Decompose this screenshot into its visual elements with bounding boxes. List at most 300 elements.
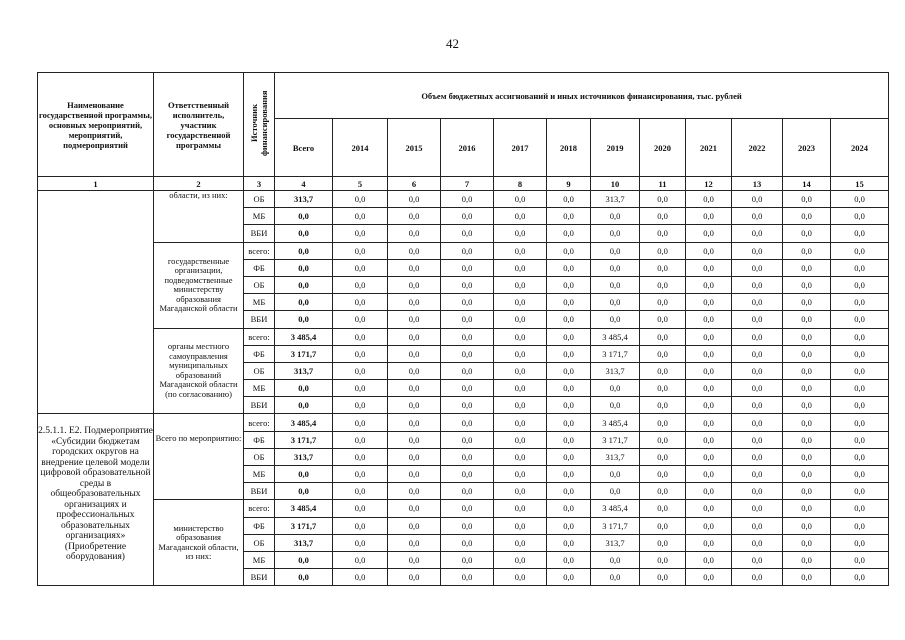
year-value: 0,0 bbox=[388, 311, 441, 328]
year-value: 0,0 bbox=[831, 397, 889, 414]
year-value: 0,0 bbox=[388, 500, 441, 517]
year-value: 0,0 bbox=[494, 397, 547, 414]
total-value: 3 171,7 bbox=[275, 345, 333, 362]
year-value: 0,0 bbox=[388, 380, 441, 397]
year-value: 3 171,7 bbox=[591, 517, 640, 534]
year-value: 0,0 bbox=[640, 208, 686, 225]
header-total: Всего bbox=[275, 119, 333, 177]
year-value: 0,0 bbox=[831, 294, 889, 311]
year-value: 0,0 bbox=[441, 225, 494, 242]
year-value: 0,0 bbox=[732, 466, 783, 483]
year-value: 0,0 bbox=[686, 414, 732, 431]
year-value: 0,0 bbox=[831, 414, 889, 431]
year-value: 0,0 bbox=[686, 362, 732, 379]
year-value: 0,0 bbox=[591, 311, 640, 328]
total-value: 0,0 bbox=[275, 466, 333, 483]
column-number: 12 bbox=[686, 177, 732, 191]
year-value: 0,0 bbox=[831, 500, 889, 517]
activity-name bbox=[38, 191, 154, 414]
year-value: 0,0 bbox=[686, 225, 732, 242]
year-value: 0,0 bbox=[547, 276, 591, 293]
year-value: 0,0 bbox=[591, 208, 640, 225]
year-value: 0,0 bbox=[732, 311, 783, 328]
year-value: 0,0 bbox=[547, 534, 591, 551]
year-value: 0,0 bbox=[388, 431, 441, 448]
funding-source: МБ bbox=[244, 380, 275, 397]
year-value: 0,0 bbox=[333, 569, 388, 586]
funding-source: ОБ bbox=[244, 276, 275, 293]
total-value: 0,0 bbox=[275, 259, 333, 276]
year-value: 0,0 bbox=[831, 242, 889, 259]
year-value: 0,0 bbox=[333, 208, 388, 225]
year-value: 0,0 bbox=[686, 551, 732, 568]
year-value: 0,0 bbox=[686, 517, 732, 534]
year-value: 0,0 bbox=[547, 483, 591, 500]
year-value: 0,0 bbox=[333, 431, 388, 448]
year-value: 0,0 bbox=[494, 534, 547, 551]
year-value: 0,0 bbox=[783, 328, 831, 345]
year-value: 0,0 bbox=[640, 225, 686, 242]
year-value: 0,0 bbox=[547, 466, 591, 483]
column-number: 4 bbox=[275, 177, 333, 191]
year-value: 0,0 bbox=[494, 431, 547, 448]
year-value: 0,0 bbox=[831, 517, 889, 534]
year-value: 0,0 bbox=[441, 534, 494, 551]
year-value: 0,0 bbox=[441, 414, 494, 431]
year-value: 0,0 bbox=[831, 534, 889, 551]
year-value: 0,0 bbox=[333, 259, 388, 276]
year-value: 0,0 bbox=[640, 500, 686, 517]
year-value: 0,0 bbox=[686, 242, 732, 259]
year-value: 0,0 bbox=[333, 328, 388, 345]
year-value: 0,0 bbox=[547, 242, 591, 259]
year-value: 0,0 bbox=[333, 242, 388, 259]
year-value: 0,0 bbox=[333, 483, 388, 500]
year-value: 0,0 bbox=[494, 517, 547, 534]
year-value: 0,0 bbox=[783, 534, 831, 551]
year-value: 0,0 bbox=[388, 534, 441, 551]
year-value: 0,0 bbox=[783, 242, 831, 259]
year-value: 0,0 bbox=[547, 225, 591, 242]
year-value: 0,0 bbox=[333, 397, 388, 414]
year-value: 0,0 bbox=[640, 569, 686, 586]
column-number: 8 bbox=[494, 177, 547, 191]
year-value: 0,0 bbox=[441, 483, 494, 500]
executor-name: министерство образования Магаданской области, из них: bbox=[154, 500, 244, 586]
funding-source: ФБ bbox=[244, 345, 275, 362]
table-row bbox=[38, 500, 889, 517]
year-value: 0,0 bbox=[441, 311, 494, 328]
total-value: 0,0 bbox=[275, 483, 333, 500]
year-value: 0,0 bbox=[783, 276, 831, 293]
year-value: 0,0 bbox=[783, 397, 831, 414]
year-value: 0,0 bbox=[494, 208, 547, 225]
year-value: 0,0 bbox=[333, 534, 388, 551]
year-value: 0,0 bbox=[686, 208, 732, 225]
year-value: 0,0 bbox=[686, 534, 732, 551]
header-year: 2023 bbox=[783, 119, 831, 177]
year-value: 0,0 bbox=[591, 225, 640, 242]
year-value: 0,0 bbox=[388, 414, 441, 431]
activity-name: 2.5.1.1. Е2. Подмероприятие «Субсидии бюджетам городских округов на внедрение целевой модели цифровой образовательной среды в общеобразовательных организациях и профессиональных образовательных организациях» (Приобретение оборудования) bbox=[38, 414, 154, 586]
column-number: 1 bbox=[38, 177, 154, 191]
header-year: 2019 bbox=[591, 119, 640, 177]
year-value: 0,0 bbox=[732, 345, 783, 362]
year-value: 0,0 bbox=[547, 294, 591, 311]
year-value: 0,0 bbox=[831, 311, 889, 328]
year-value: 313,7 bbox=[591, 191, 640, 208]
year-value: 0,0 bbox=[494, 345, 547, 362]
executor-name: области, из них: bbox=[154, 191, 244, 243]
year-value: 0,0 bbox=[494, 466, 547, 483]
year-value: 0,0 bbox=[732, 517, 783, 534]
table-row bbox=[38, 242, 889, 259]
total-value: 3 485,4 bbox=[275, 328, 333, 345]
year-value: 0,0 bbox=[640, 328, 686, 345]
year-value: 0,0 bbox=[547, 345, 591, 362]
year-value: 0,0 bbox=[441, 328, 494, 345]
column-number: 14 bbox=[783, 177, 831, 191]
year-value: 0,0 bbox=[640, 345, 686, 362]
year-value: 0,0 bbox=[686, 483, 732, 500]
column-number: 3 bbox=[244, 177, 275, 191]
year-value: 0,0 bbox=[783, 551, 831, 568]
year-value: 0,0 bbox=[783, 448, 831, 465]
executor-name: органы местного самоуправления муниципальных образований Магаданской области (по согласованию) bbox=[154, 328, 244, 414]
year-value: 0,0 bbox=[591, 466, 640, 483]
year-value: 0,0 bbox=[441, 517, 494, 534]
year-value: 0,0 bbox=[783, 345, 831, 362]
header-year: 2020 bbox=[640, 119, 686, 177]
year-value: 0,0 bbox=[494, 500, 547, 517]
year-value: 0,0 bbox=[547, 397, 591, 414]
year-value: 0,0 bbox=[732, 500, 783, 517]
column-number: 5 bbox=[333, 177, 388, 191]
year-value: 0,0 bbox=[831, 345, 889, 362]
total-value: 0,0 bbox=[275, 242, 333, 259]
year-value: 313,7 bbox=[591, 448, 640, 465]
funding-source: ВБИ bbox=[244, 311, 275, 328]
year-value: 0,0 bbox=[547, 551, 591, 568]
year-value: 0,0 bbox=[494, 328, 547, 345]
year-value: 0,0 bbox=[686, 294, 732, 311]
year-value: 0,0 bbox=[732, 276, 783, 293]
year-value: 0,0 bbox=[640, 431, 686, 448]
year-value: 0,0 bbox=[686, 259, 732, 276]
year-value: 0,0 bbox=[831, 551, 889, 568]
year-value: 3 171,7 bbox=[591, 345, 640, 362]
executor-name: Всего по мероприятию: bbox=[154, 414, 244, 500]
year-value: 0,0 bbox=[640, 397, 686, 414]
year-value: 313,7 bbox=[591, 534, 640, 551]
year-value: 0,0 bbox=[732, 551, 783, 568]
year-value: 0,0 bbox=[441, 380, 494, 397]
header-source-label: Источник финансирования bbox=[249, 90, 269, 157]
header-volume: Объем бюджетных ассигнований и иных источников финансирования, тыс. рублей bbox=[275, 73, 889, 119]
year-value: 0,0 bbox=[831, 466, 889, 483]
year-value: 0,0 bbox=[591, 242, 640, 259]
total-value: 0,0 bbox=[275, 208, 333, 225]
funding-source: МБ bbox=[244, 208, 275, 225]
year-value: 0,0 bbox=[591, 551, 640, 568]
funding-source: ФБ bbox=[244, 431, 275, 448]
year-value: 0,0 bbox=[441, 294, 494, 311]
year-value: 0,0 bbox=[441, 362, 494, 379]
year-value: 0,0 bbox=[388, 517, 441, 534]
year-value: 0,0 bbox=[494, 569, 547, 586]
year-value: 0,0 bbox=[441, 551, 494, 568]
year-value: 0,0 bbox=[494, 551, 547, 568]
year-value: 0,0 bbox=[783, 259, 831, 276]
year-value: 0,0 bbox=[591, 259, 640, 276]
year-value: 0,0 bbox=[831, 448, 889, 465]
year-value: 0,0 bbox=[333, 466, 388, 483]
year-value: 0,0 bbox=[547, 569, 591, 586]
year-value: 0,0 bbox=[333, 500, 388, 517]
year-value: 0,0 bbox=[388, 276, 441, 293]
funding-source: ОБ bbox=[244, 362, 275, 379]
total-value: 3 171,7 bbox=[275, 431, 333, 448]
year-value: 0,0 bbox=[494, 414, 547, 431]
year-value: 0,0 bbox=[494, 242, 547, 259]
year-value: 0,0 bbox=[640, 311, 686, 328]
year-value: 0,0 bbox=[783, 362, 831, 379]
year-value: 0,0 bbox=[547, 191, 591, 208]
year-value: 0,0 bbox=[547, 380, 591, 397]
year-value: 0,0 bbox=[783, 517, 831, 534]
year-value: 0,0 bbox=[388, 259, 441, 276]
year-value: 0,0 bbox=[441, 208, 494, 225]
year-value: 0,0 bbox=[547, 431, 591, 448]
year-value: 0,0 bbox=[686, 311, 732, 328]
year-value: 0,0 bbox=[783, 483, 831, 500]
table-row bbox=[38, 191, 889, 208]
total-value: 0,0 bbox=[275, 569, 333, 586]
year-value: 0,0 bbox=[388, 345, 441, 362]
year-value: 3 485,4 bbox=[591, 414, 640, 431]
year-value: 0,0 bbox=[333, 311, 388, 328]
year-value: 0,0 bbox=[640, 483, 686, 500]
header-year: 2022 bbox=[732, 119, 783, 177]
year-value: 0,0 bbox=[640, 534, 686, 551]
year-value: 0,0 bbox=[831, 569, 889, 586]
header-executor: Ответственный исполнитель, участник государственной программы bbox=[154, 73, 244, 177]
year-value: 0,0 bbox=[494, 259, 547, 276]
year-value: 0,0 bbox=[686, 448, 732, 465]
year-value: 0,0 bbox=[640, 242, 686, 259]
year-value: 0,0 bbox=[388, 208, 441, 225]
year-value: 0,0 bbox=[547, 517, 591, 534]
funding-source: ВБИ bbox=[244, 483, 275, 500]
year-value: 313,7 bbox=[591, 362, 640, 379]
funding-source: всего: bbox=[244, 242, 275, 259]
year-value: 0,0 bbox=[831, 191, 889, 208]
year-value: 0,0 bbox=[441, 397, 494, 414]
year-value: 0,0 bbox=[783, 569, 831, 586]
column-number: 6 bbox=[388, 177, 441, 191]
year-value: 0,0 bbox=[591, 483, 640, 500]
year-value: 0,0 bbox=[783, 208, 831, 225]
table-row bbox=[38, 414, 889, 431]
year-value: 0,0 bbox=[591, 380, 640, 397]
year-value: 0,0 bbox=[333, 414, 388, 431]
year-value: 0,0 bbox=[547, 208, 591, 225]
year-value: 3 171,7 bbox=[591, 431, 640, 448]
year-value: 0,0 bbox=[333, 448, 388, 465]
funding-source: ВБИ bbox=[244, 569, 275, 586]
header-year: 2016 bbox=[441, 119, 494, 177]
header-year: 2024 bbox=[831, 119, 889, 177]
year-value: 0,0 bbox=[640, 191, 686, 208]
year-value: 0,0 bbox=[388, 569, 441, 586]
table-row bbox=[38, 328, 889, 345]
header-year: 2018 bbox=[547, 119, 591, 177]
total-value: 3 485,4 bbox=[275, 414, 333, 431]
year-value: 0,0 bbox=[686, 431, 732, 448]
page-number: 42 bbox=[446, 36, 459, 51]
total-value: 0,0 bbox=[275, 294, 333, 311]
year-value: 0,0 bbox=[783, 414, 831, 431]
year-value: 0,0 bbox=[494, 483, 547, 500]
year-value: 0,0 bbox=[547, 448, 591, 465]
year-value: 0,0 bbox=[831, 225, 889, 242]
year-value: 3 485,4 bbox=[591, 500, 640, 517]
year-value: 0,0 bbox=[441, 259, 494, 276]
year-value: 0,0 bbox=[783, 191, 831, 208]
header-year: 2017 bbox=[494, 119, 547, 177]
year-value: 0,0 bbox=[547, 311, 591, 328]
funding-source: ОБ bbox=[244, 534, 275, 551]
year-value: 0,0 bbox=[732, 569, 783, 586]
year-value: 0,0 bbox=[388, 448, 441, 465]
year-value: 0,0 bbox=[640, 551, 686, 568]
year-value: 0,0 bbox=[831, 483, 889, 500]
year-value: 0,0 bbox=[494, 276, 547, 293]
year-value: 0,0 bbox=[640, 448, 686, 465]
year-value: 0,0 bbox=[591, 569, 640, 586]
year-value: 0,0 bbox=[494, 380, 547, 397]
column-number: 2 bbox=[154, 177, 244, 191]
year-value: 0,0 bbox=[441, 191, 494, 208]
year-value: 0,0 bbox=[333, 362, 388, 379]
year-value: 0,0 bbox=[732, 259, 783, 276]
year-value: 0,0 bbox=[494, 225, 547, 242]
year-value: 0,0 bbox=[441, 569, 494, 586]
year-value: 0,0 bbox=[333, 345, 388, 362]
funding-source: МБ bbox=[244, 551, 275, 568]
funding-source: ВБИ bbox=[244, 225, 275, 242]
year-value: 0,0 bbox=[388, 466, 441, 483]
header-year: 2021 bbox=[686, 119, 732, 177]
total-value: 0,0 bbox=[275, 551, 333, 568]
year-value: 0,0 bbox=[547, 259, 591, 276]
year-value: 0,0 bbox=[591, 397, 640, 414]
total-value: 3 171,7 bbox=[275, 517, 333, 534]
header-year: 2015 bbox=[388, 119, 441, 177]
year-value: 0,0 bbox=[732, 380, 783, 397]
year-value: 0,0 bbox=[732, 191, 783, 208]
year-value: 0,0 bbox=[388, 191, 441, 208]
year-value: 0,0 bbox=[547, 414, 591, 431]
funding-source: всего: bbox=[244, 500, 275, 517]
year-value: 0,0 bbox=[783, 311, 831, 328]
year-value: 0,0 bbox=[783, 431, 831, 448]
year-value: 0,0 bbox=[640, 517, 686, 534]
year-value: 0,0 bbox=[732, 483, 783, 500]
year-value: 0,0 bbox=[686, 345, 732, 362]
year-value: 0,0 bbox=[388, 242, 441, 259]
year-value: 0,0 bbox=[686, 276, 732, 293]
year-value: 0,0 bbox=[640, 276, 686, 293]
year-value: 0,0 bbox=[441, 345, 494, 362]
year-value: 0,0 bbox=[686, 191, 732, 208]
column-number: 7 bbox=[441, 177, 494, 191]
year-value: 0,0 bbox=[732, 294, 783, 311]
year-value: 0,0 bbox=[732, 431, 783, 448]
year-value: 0,0 bbox=[441, 276, 494, 293]
year-value: 0,0 bbox=[333, 551, 388, 568]
year-value: 0,0 bbox=[732, 362, 783, 379]
total-value: 313,7 bbox=[275, 191, 333, 208]
funding-source: ОБ bbox=[244, 448, 275, 465]
total-value: 313,7 bbox=[275, 448, 333, 465]
funding-source: ВБИ bbox=[244, 397, 275, 414]
year-value: 0,0 bbox=[831, 328, 889, 345]
year-value: 0,0 bbox=[831, 431, 889, 448]
year-value: 0,0 bbox=[494, 362, 547, 379]
year-value: 0,0 bbox=[640, 362, 686, 379]
funding-source: ФБ bbox=[244, 259, 275, 276]
year-value: 0,0 bbox=[831, 276, 889, 293]
year-value: 0,0 bbox=[333, 294, 388, 311]
funding-source: всего: bbox=[244, 414, 275, 431]
year-value: 0,0 bbox=[388, 225, 441, 242]
funding-source: ФБ bbox=[244, 517, 275, 534]
year-value: 0,0 bbox=[831, 380, 889, 397]
year-value: 0,0 bbox=[732, 328, 783, 345]
year-value: 0,0 bbox=[831, 208, 889, 225]
year-value: 0,0 bbox=[732, 448, 783, 465]
year-value: 3 485,4 bbox=[591, 328, 640, 345]
year-value: 0,0 bbox=[831, 362, 889, 379]
year-value: 0,0 bbox=[388, 328, 441, 345]
year-value: 0,0 bbox=[333, 380, 388, 397]
year-value: 0,0 bbox=[686, 500, 732, 517]
column-number: 13 bbox=[732, 177, 783, 191]
year-value: 0,0 bbox=[494, 311, 547, 328]
year-value: 0,0 bbox=[494, 294, 547, 311]
year-value: 0,0 bbox=[732, 242, 783, 259]
year-value: 0,0 bbox=[441, 431, 494, 448]
year-value: 0,0 bbox=[686, 397, 732, 414]
funding-source: всего: bbox=[244, 328, 275, 345]
column-number: 10 bbox=[591, 177, 640, 191]
header-name: Наименование государственной программы, основных мероприятий, мероприятий, подмероприятий bbox=[38, 73, 154, 177]
year-value: 0,0 bbox=[640, 294, 686, 311]
year-value: 0,0 bbox=[547, 500, 591, 517]
year-value: 0,0 bbox=[640, 380, 686, 397]
year-value: 0,0 bbox=[686, 466, 732, 483]
year-value: 0,0 bbox=[388, 551, 441, 568]
total-value: 0,0 bbox=[275, 225, 333, 242]
header-year: 2014 bbox=[333, 119, 388, 177]
year-value: 0,0 bbox=[441, 242, 494, 259]
column-number: 15 bbox=[831, 177, 889, 191]
total-value: 0,0 bbox=[275, 276, 333, 293]
year-value: 0,0 bbox=[547, 328, 591, 345]
header-source bbox=[244, 73, 275, 177]
funding-source: МБ bbox=[244, 294, 275, 311]
